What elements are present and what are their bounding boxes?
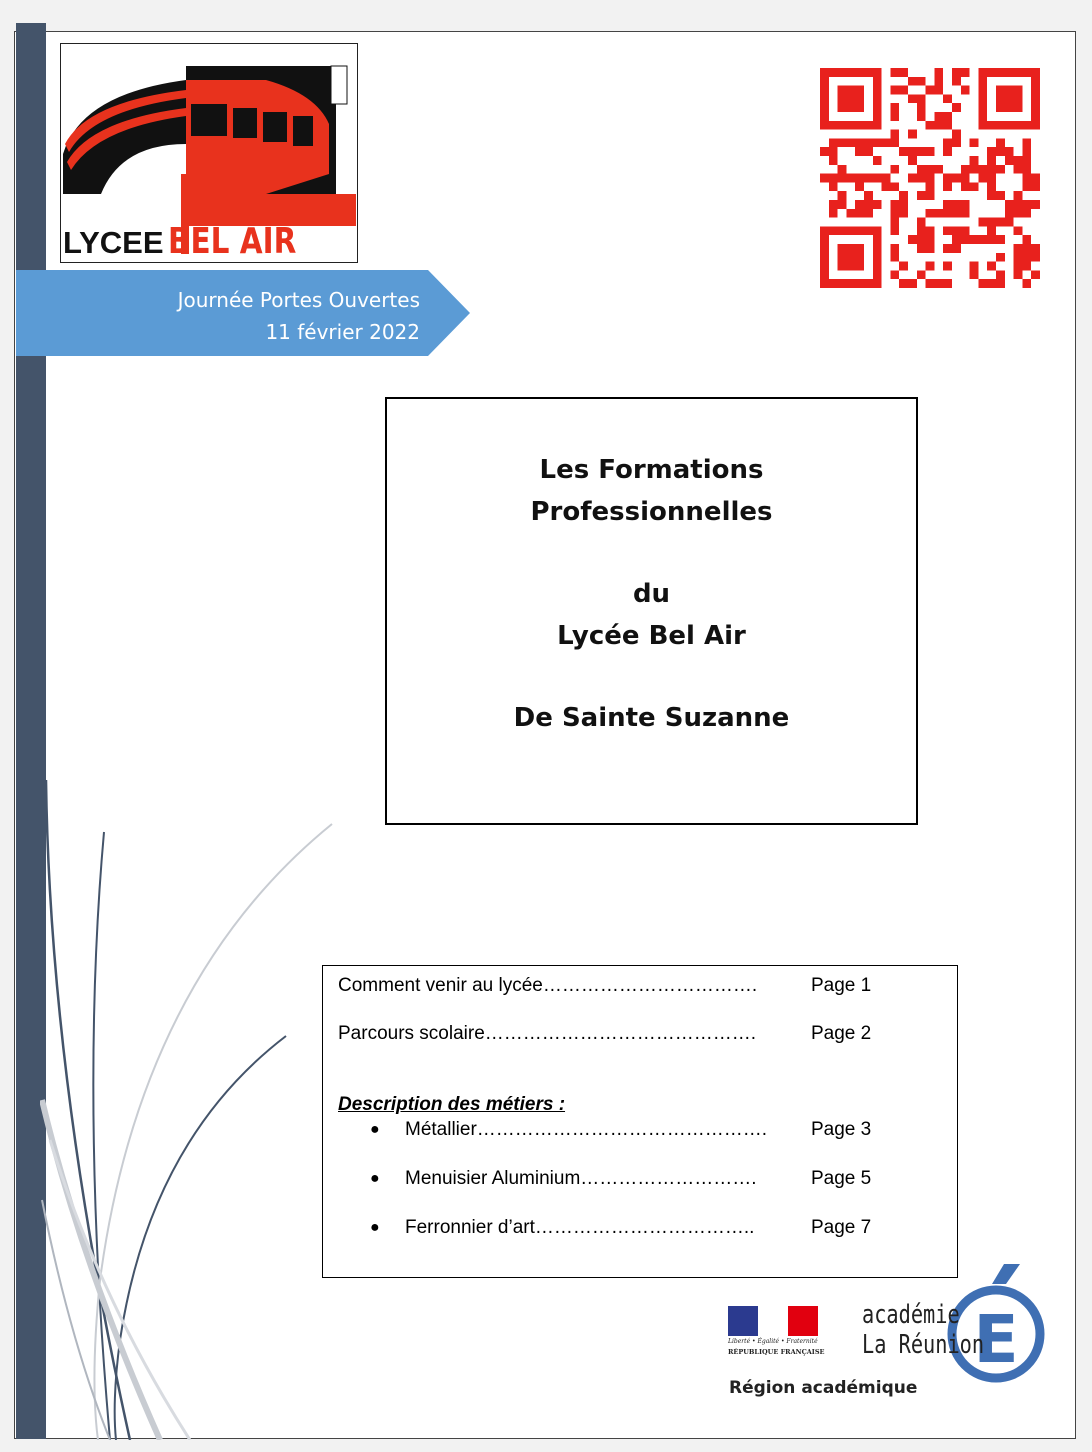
title-line-3: du	[632, 579, 671, 609]
table-of-contents	[322, 965, 958, 1278]
toc-item-label: Menuisier Aluminium……………………….	[405, 1168, 757, 1189]
academie-region-label: La Réunion	[862, 1330, 985, 1360]
bullet-icon: ●	[370, 1219, 380, 1236]
toc-item-label: Ferronnier d’art……………………………..	[405, 1217, 755, 1238]
toc-item-label: Parcours scolaire…………………………………….	[338, 1023, 757, 1044]
academie-la-reunion-logo	[862, 1300, 984, 1360]
region-academique-label: Région académique	[729, 1378, 918, 1398]
lycee-bel-air-logo	[60, 43, 358, 263]
document-title-box	[385, 397, 918, 825]
toc-item-metallier[interactable]	[405, 1119, 767, 1141]
toc-item-page: Page 1	[811, 975, 872, 996]
event-banner	[16, 270, 470, 356]
title-line-4: Lycée Bel Air	[557, 621, 746, 651]
toc-item-label: Comment venir au lycée…………………………….	[338, 975, 758, 996]
toc-item-page: Page 5	[811, 1168, 872, 1189]
bullet-icon: ●	[370, 1121, 380, 1138]
academie-label: académie	[862, 1300, 960, 1330]
qr-code	[820, 68, 1040, 288]
bullet-icon: ●	[370, 1170, 380, 1187]
toc-item-ferronnier-art[interactable]	[405, 1217, 754, 1239]
logo-wordmark	[63, 221, 324, 262]
title-line-1: Les Formations	[539, 455, 764, 485]
rf-motto: Liberté • Égalité • Fraternité	[728, 1338, 818, 1345]
toc-item-page: Page 2	[811, 1023, 872, 1044]
toc-section-heading: Description des métiers :	[338, 1094, 566, 1115]
banner-event-date: 11 février 2022	[265, 320, 420, 344]
french-flag-icon	[728, 1306, 818, 1336]
rf-name: RÉPUBLIQUE FRANÇAISE	[728, 1348, 825, 1356]
decorative-curves	[40, 780, 340, 1440]
toc-item-menuisier-aluminium[interactable]	[405, 1168, 757, 1190]
logo-text-bel-air: BEL AIR	[167, 221, 296, 262]
toc-item-parcours-scolaire[interactable]	[338, 1023, 756, 1045]
toc-item-page: Page 3	[811, 1119, 872, 1140]
svg-text:E: E	[973, 1301, 1019, 1378]
banner-event-name: Journée Portes Ouvertes	[177, 288, 420, 312]
republique-francaise-logo	[728, 1306, 825, 1362]
title-line-5: De Sainte Suzanne	[513, 703, 790, 733]
toc-item-page: Page 7	[811, 1217, 872, 1238]
toc-item-label: Métallier……………………………………….	[405, 1119, 768, 1140]
toc-item-comment-venir[interactable]	[338, 975, 757, 997]
title-line-2: Professionnelles	[530, 497, 773, 527]
logo-text-lycee: LYCEE	[63, 225, 164, 260]
banner-text	[178, 284, 420, 348]
